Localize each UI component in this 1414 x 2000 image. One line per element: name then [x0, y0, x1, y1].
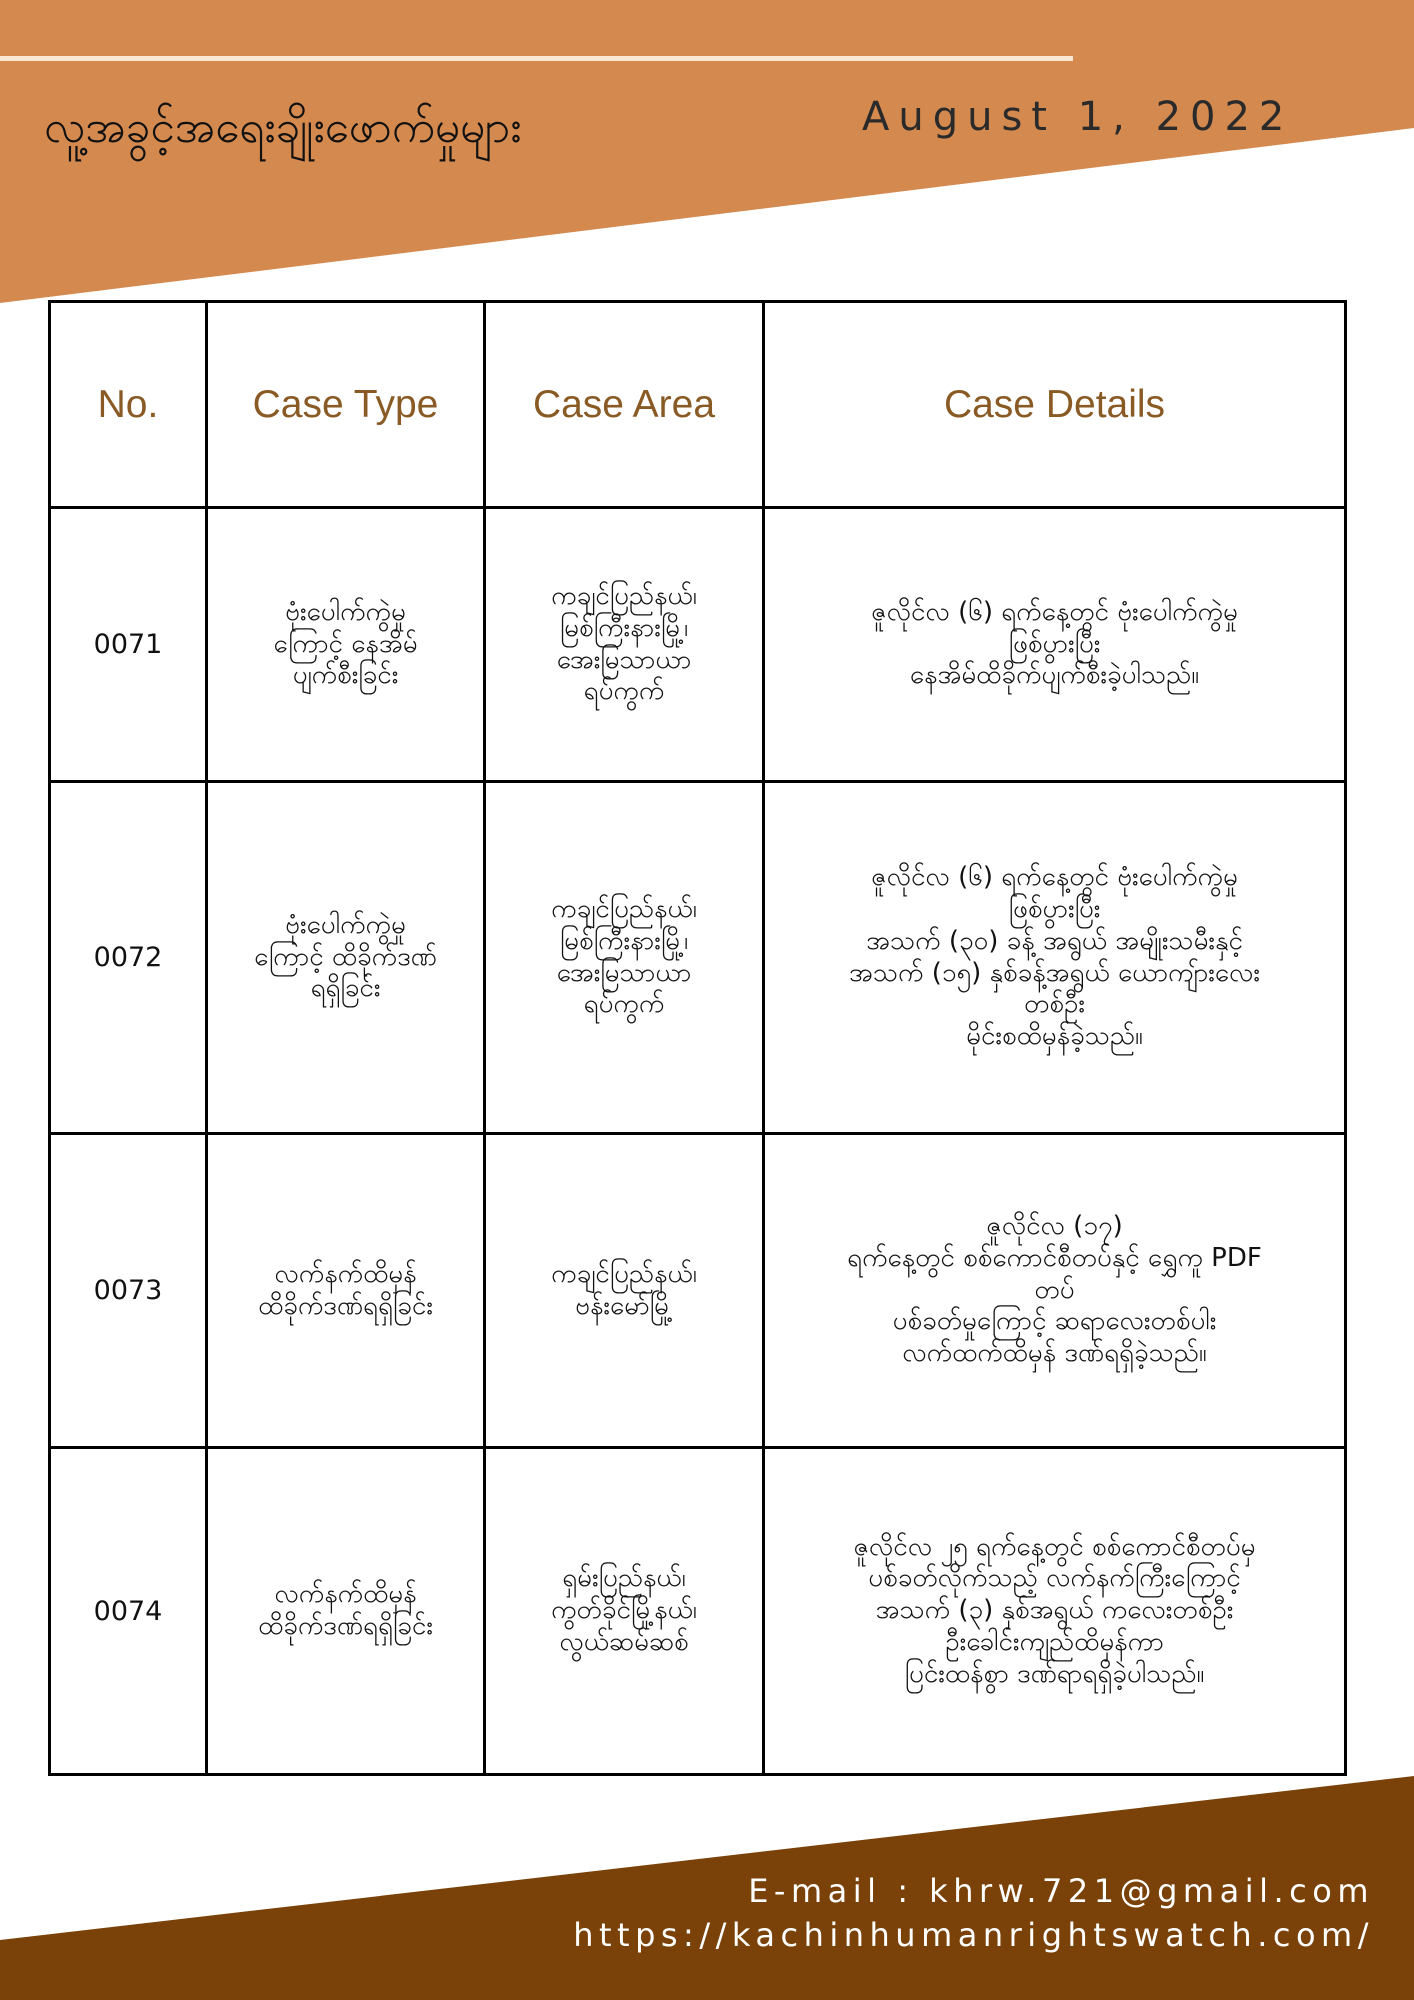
case-number: 0071 [50, 508, 207, 782]
page-title: လူ့အခွင့်အရေးချိုးဖောက်မှုများ [44, 102, 522, 153]
case-details-line: တစ်ဦး [1024, 989, 1085, 1020]
contact-email[interactable]: E-mail : khrw.721@gmail.com [748, 1872, 1374, 1910]
case-type [207, 1134, 485, 1448]
report-date: August 1, 2022 [862, 94, 1294, 140]
column-header-case-area: Case Area [485, 302, 764, 508]
case-details-line: အသက် (၃) နှစ်အရွယ် ကလေးတစ်ဦး [875, 1595, 1234, 1626]
case-type-line: လက်နက်ထိမှန် [274, 1579, 417, 1610]
case-type [207, 1448, 485, 1775]
case-type-line: ကြောင့် ထိခိုက်ဒဏ် [254, 941, 437, 972]
case-details-line: အသက် (၃၀) ခန့် အရွယ် အမျိုးသမီးနှင့် [866, 925, 1243, 956]
case-details-line: ဇူလိုင်လ ၂၅ ရက်နေ့တွင် စစ်ကောင်စီတပ်မှ [853, 1531, 1256, 1562]
case-area-line: ကချင်ပြည်နယ်၊ [551, 581, 697, 612]
case-type-line: ထိခိုက်ဒဏ်ရရှိခြင်း [258, 1611, 433, 1641]
case-area-line: ကချင်ပြည်နယ်၊ [551, 1258, 697, 1289]
table-row [50, 1134, 1346, 1448]
case-details [764, 508, 1346, 782]
case-type-line: ဗုံးပေါက်ကွဲမှု [285, 909, 406, 940]
header-divider-line [0, 56, 1073, 61]
table-row [50, 1448, 1346, 1775]
table-row [50, 508, 1346, 782]
website-link[interactable]: https://kachinhumanrightswatch.com/ [573, 1916, 1374, 1954]
case-area [485, 1134, 764, 1448]
case-area [485, 1448, 764, 1775]
case-details-line: ပစ်ခတ်လိုက်သည့် လက်နက်ကြီးကြောင့် [868, 1563, 1241, 1594]
column-header-case-type: Case Type [207, 302, 485, 508]
case-number: 0073 [50, 1134, 207, 1448]
case-area-line: ကွတ်ခိုင်မြို့နယ်၊ [551, 1595, 697, 1626]
case-area-line: ရပ်ကွက် [583, 989, 665, 1020]
case-details-line: ပစ်ခတ်မှုကြောင့် ဆရာလေးတစ်ပါး [892, 1306, 1217, 1337]
case-type-line: ထိခိုက်ဒဏ်ရရှိခြင်း [258, 1290, 433, 1321]
case-area-line: လွယ်ဆမ်ဆစ် [559, 1626, 689, 1657]
cases-table [48, 300, 1347, 1776]
case-number: 0074 [50, 1448, 207, 1775]
case-details-line: ပြင်းထန်စွာ ဒဏ်ရာရရှိခဲ့ပါသည်။ [904, 1658, 1205, 1689]
case-details-line: ဇူလိုင်လ (၆) ရက်နေ့တွင် ဗုံးပေါက်ကွဲမှု [871, 596, 1238, 627]
case-area-line: ရှမ်းပြည်နယ်၊ [562, 1563, 686, 1594]
case-details-line: ဖြစ်ပွားပြီး [1008, 894, 1101, 925]
case-area-line: မြစ်ကြီးနားမြို့၊ [559, 612, 689, 643]
case-area-line: အေးမြသာယာ [556, 957, 692, 988]
case-details [764, 1448, 1346, 1775]
case-type [207, 782, 485, 1134]
case-details-line: နေအိမ်ထိခိုက်ပျက်စီးခဲ့ပါသည်။ [909, 660, 1200, 691]
case-type-line: ရရှိခြင်း [310, 973, 381, 1004]
case-details-line: ဦးခေါင်းကျည်ထိမှန်ကာ [945, 1626, 1164, 1657]
case-details-line: ဖြစ်ပွားပြီး [1008, 628, 1101, 659]
case-area-line: မြစ်ကြီးနားမြို့၊ [559, 925, 689, 956]
case-type-line: ဗုံးပေါက်ကွဲမှု [285, 596, 406, 627]
case-area-line: ကချင်ပြည်နယ်၊ [551, 894, 697, 925]
case-area-line: ရပ်ကွက် [583, 676, 665, 707]
case-details-line: ရက်နေ့တွင် စစ်ကောင်စီတပ်နှင့် ရွှေကူ PDF [847, 1242, 1262, 1273]
case-number: 0072 [50, 782, 207, 1134]
column-header-no: No. [50, 302, 207, 508]
case-details-line: လက်ထက်ထိမှန် ဒဏ်ရရှိခဲ့သည်။ [902, 1338, 1207, 1369]
case-details [764, 1134, 1346, 1448]
case-type-line: ပျက်စီးခြင်း [292, 660, 399, 691]
case-type [207, 508, 485, 782]
case-area-line: အေးမြသာယာ [556, 644, 692, 675]
case-area-line: ဗန်းမော်မြို့ [575, 1290, 673, 1321]
column-header-case-details: Case Details [764, 302, 1346, 508]
case-details-line: တပ် [1034, 1274, 1075, 1305]
case-details-line: မိုင်းစထိမှန်ခဲ့သည်။ [966, 1020, 1143, 1051]
table-row [50, 782, 1346, 1134]
case-area [485, 508, 764, 782]
case-type-line: လက်နက်ထိမှန် [274, 1258, 417, 1289]
case-details-line: အသက် (၁၅) နှစ်ခန့်အရွယ် ယောကျ်ားလေး [849, 957, 1260, 988]
case-type-line: ကြောင့် နေအိမ် [273, 628, 418, 659]
case-details-line: ဇူလိုင်လ (၆) ရက်နေ့တွင် ဗုံးပေါက်ကွဲမှု [871, 862, 1238, 893]
case-details-line: ဇူလိုင်လ (၁၇) [986, 1211, 1123, 1242]
case-details [764, 782, 1346, 1134]
table-header-row [50, 302, 1346, 508]
case-area [485, 782, 764, 1134]
